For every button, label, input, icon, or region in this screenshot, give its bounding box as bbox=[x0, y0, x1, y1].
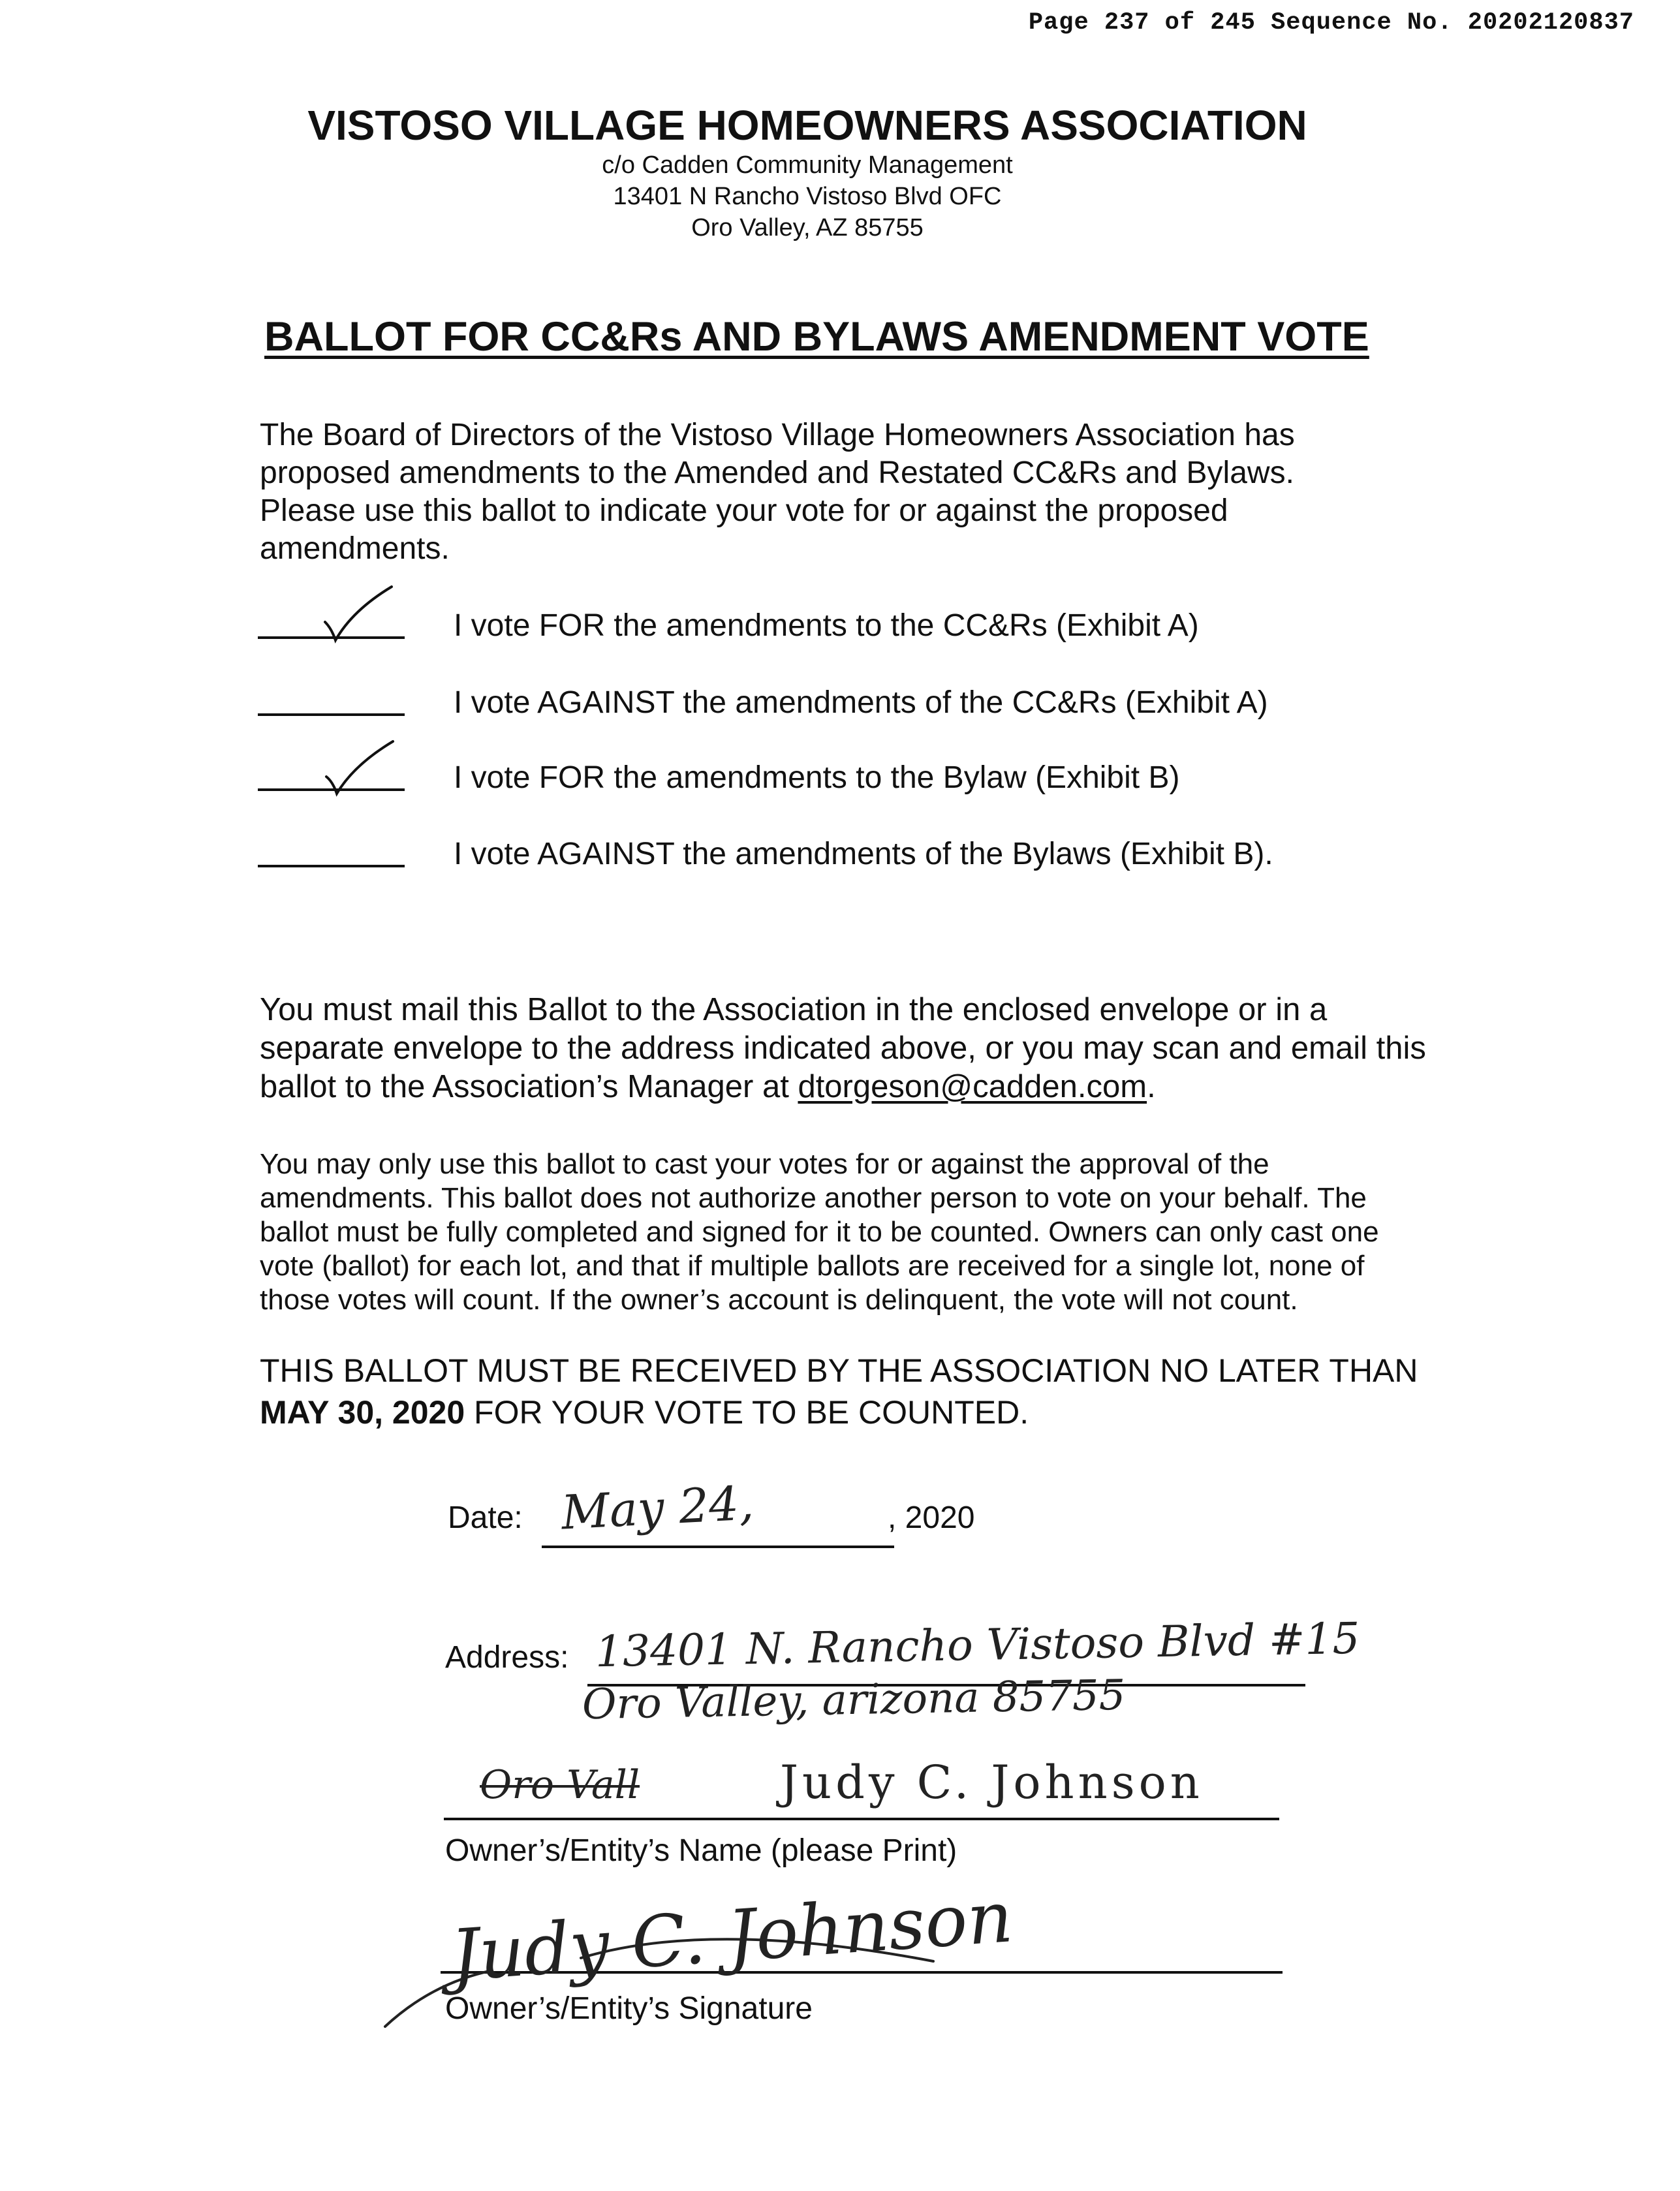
deadline-rest: FOR YOUR VOTE TO BE COUNTED. bbox=[465, 1394, 1029, 1431]
vote-option-label: I vote AGAINST the amendments of the Bylaws (Exhibit B). bbox=[454, 837, 1273, 871]
usage-line: those votes will count. If the owner’s account is delinquent, the vote will not count. bbox=[260, 1284, 1298, 1316]
date-year: , 2020 bbox=[888, 1500, 975, 1535]
manager-email-link[interactable]: dtorgeson@cadden.com bbox=[798, 1069, 1147, 1104]
mail-line bbox=[260, 1068, 1454, 1106]
intro-line: amendments. bbox=[260, 531, 450, 566]
vote-option-for-bylaws[interactable] bbox=[258, 756, 1380, 801]
ballot-title: BALLOT FOR CC&Rs AND BYLAWS AMENDMENT VOTE bbox=[264, 314, 1369, 360]
address-handwritten-line2[interactable]: Oro Valley, arizona 85755 bbox=[582, 1671, 1126, 1730]
owner-name-handwritten[interactable]: Judy C. Johnson bbox=[780, 1756, 1204, 1809]
owner-signature-handwritten[interactable]: Judy C. Johnson bbox=[448, 1876, 1016, 1997]
vote-blank-line[interactable] bbox=[258, 865, 405, 867]
signature-label: Owner’s/Entity’s Signature bbox=[445, 1991, 813, 2026]
name-field-line[interactable] bbox=[444, 1818, 1279, 1820]
city-line: Oro Valley, AZ 85755 bbox=[691, 214, 924, 241]
intro-line: Please use this ballot to indicate your vote for or against the proposed bbox=[260, 493, 1228, 528]
name-struck-out: Oro Vall bbox=[480, 1762, 640, 1808]
page-header: Page 237 of 245 Sequence No. 20202120837 bbox=[1028, 9, 1634, 37]
deadline-date: MAY 30, 2020 bbox=[260, 1394, 465, 1431]
mail-instructions bbox=[260, 991, 1454, 1106]
usage-line: ballot must be fully completed and signed for it to be counted. Owners can only cast one bbox=[260, 1216, 1379, 1248]
date-label: Date: bbox=[448, 1500, 523, 1535]
mail-line: separate envelope to the address indicated above, or you may scan and email this bbox=[260, 1031, 1426, 1066]
intro-line: The Board of Directors of the Vistoso Village Homeowners Association has bbox=[260, 418, 1295, 452]
deadline-line: THIS BALLOT MUST BE RECEIVED BY THE ASSOCIATION NO LATER THAN bbox=[260, 1352, 1418, 1389]
mail-line-suffix: . bbox=[1147, 1069, 1156, 1104]
vote-option-label: I vote FOR the amendments to the CC&Rs (Exhibit A) bbox=[454, 608, 1199, 643]
vote-option-label: I vote AGAINST the amendments of the CC&Rs (Exhibit A) bbox=[454, 685, 1268, 720]
owner-name-label: Owner’s/Entity’s Name (please Print) bbox=[445, 1833, 957, 1868]
address-label: Address: bbox=[445, 1640, 569, 1675]
usage-line: You may only use this ballot to cast your votes for or against the approval of the bbox=[260, 1148, 1269, 1180]
care-of-line: c/o Cadden Community Management bbox=[602, 151, 1013, 179]
street-line: 13401 N Rancho Vistoso Blvd OFC bbox=[613, 183, 1002, 210]
checkmark-icon bbox=[313, 584, 411, 649]
vote-option-for-ccrs[interactable] bbox=[258, 604, 1380, 649]
vote-option-against-ccrs[interactable] bbox=[258, 681, 1380, 726]
vote-blank-line[interactable] bbox=[258, 713, 405, 716]
checkmark-icon bbox=[313, 736, 411, 801]
deadline-line bbox=[260, 1391, 1448, 1433]
intro-paragraph bbox=[260, 416, 1441, 568]
date-field-line[interactable] bbox=[542, 1546, 894, 1548]
usage-paragraph bbox=[260, 1147, 1435, 1317]
mail-line-prefix: ballot to the Association’s Manager at bbox=[260, 1069, 798, 1104]
mail-line: You must mail this Ballot to the Association in the enclosed envelope or in a bbox=[260, 992, 1328, 1027]
vote-option-against-bylaws[interactable] bbox=[258, 832, 1380, 878]
address-handwritten-line1[interactable]: 13401 N. Rancho Vistoso Blvd #15 bbox=[595, 1613, 1360, 1677]
vote-option-label: I vote FOR the amendments to the Bylaw (Exhibit B) bbox=[454, 760, 1180, 795]
usage-line: vote (ballot) for each lot, and that if multiple ballots are received for a single lot, none of bbox=[260, 1250, 1365, 1282]
date-handwritten[interactable]: May 24, bbox=[560, 1475, 755, 1540]
deadline-notice bbox=[260, 1350, 1448, 1433]
intro-line: proposed amendments to the Amended and Restated CC&Rs and Bylaws. bbox=[260, 456, 1294, 490]
usage-line: amendments. This ballot does not authorize another person to vote on your behalf. The bbox=[260, 1182, 1367, 1214]
association-name: VISTOSO VILLAGE HOMEOWNERS ASSOCIATION bbox=[307, 102, 1307, 149]
